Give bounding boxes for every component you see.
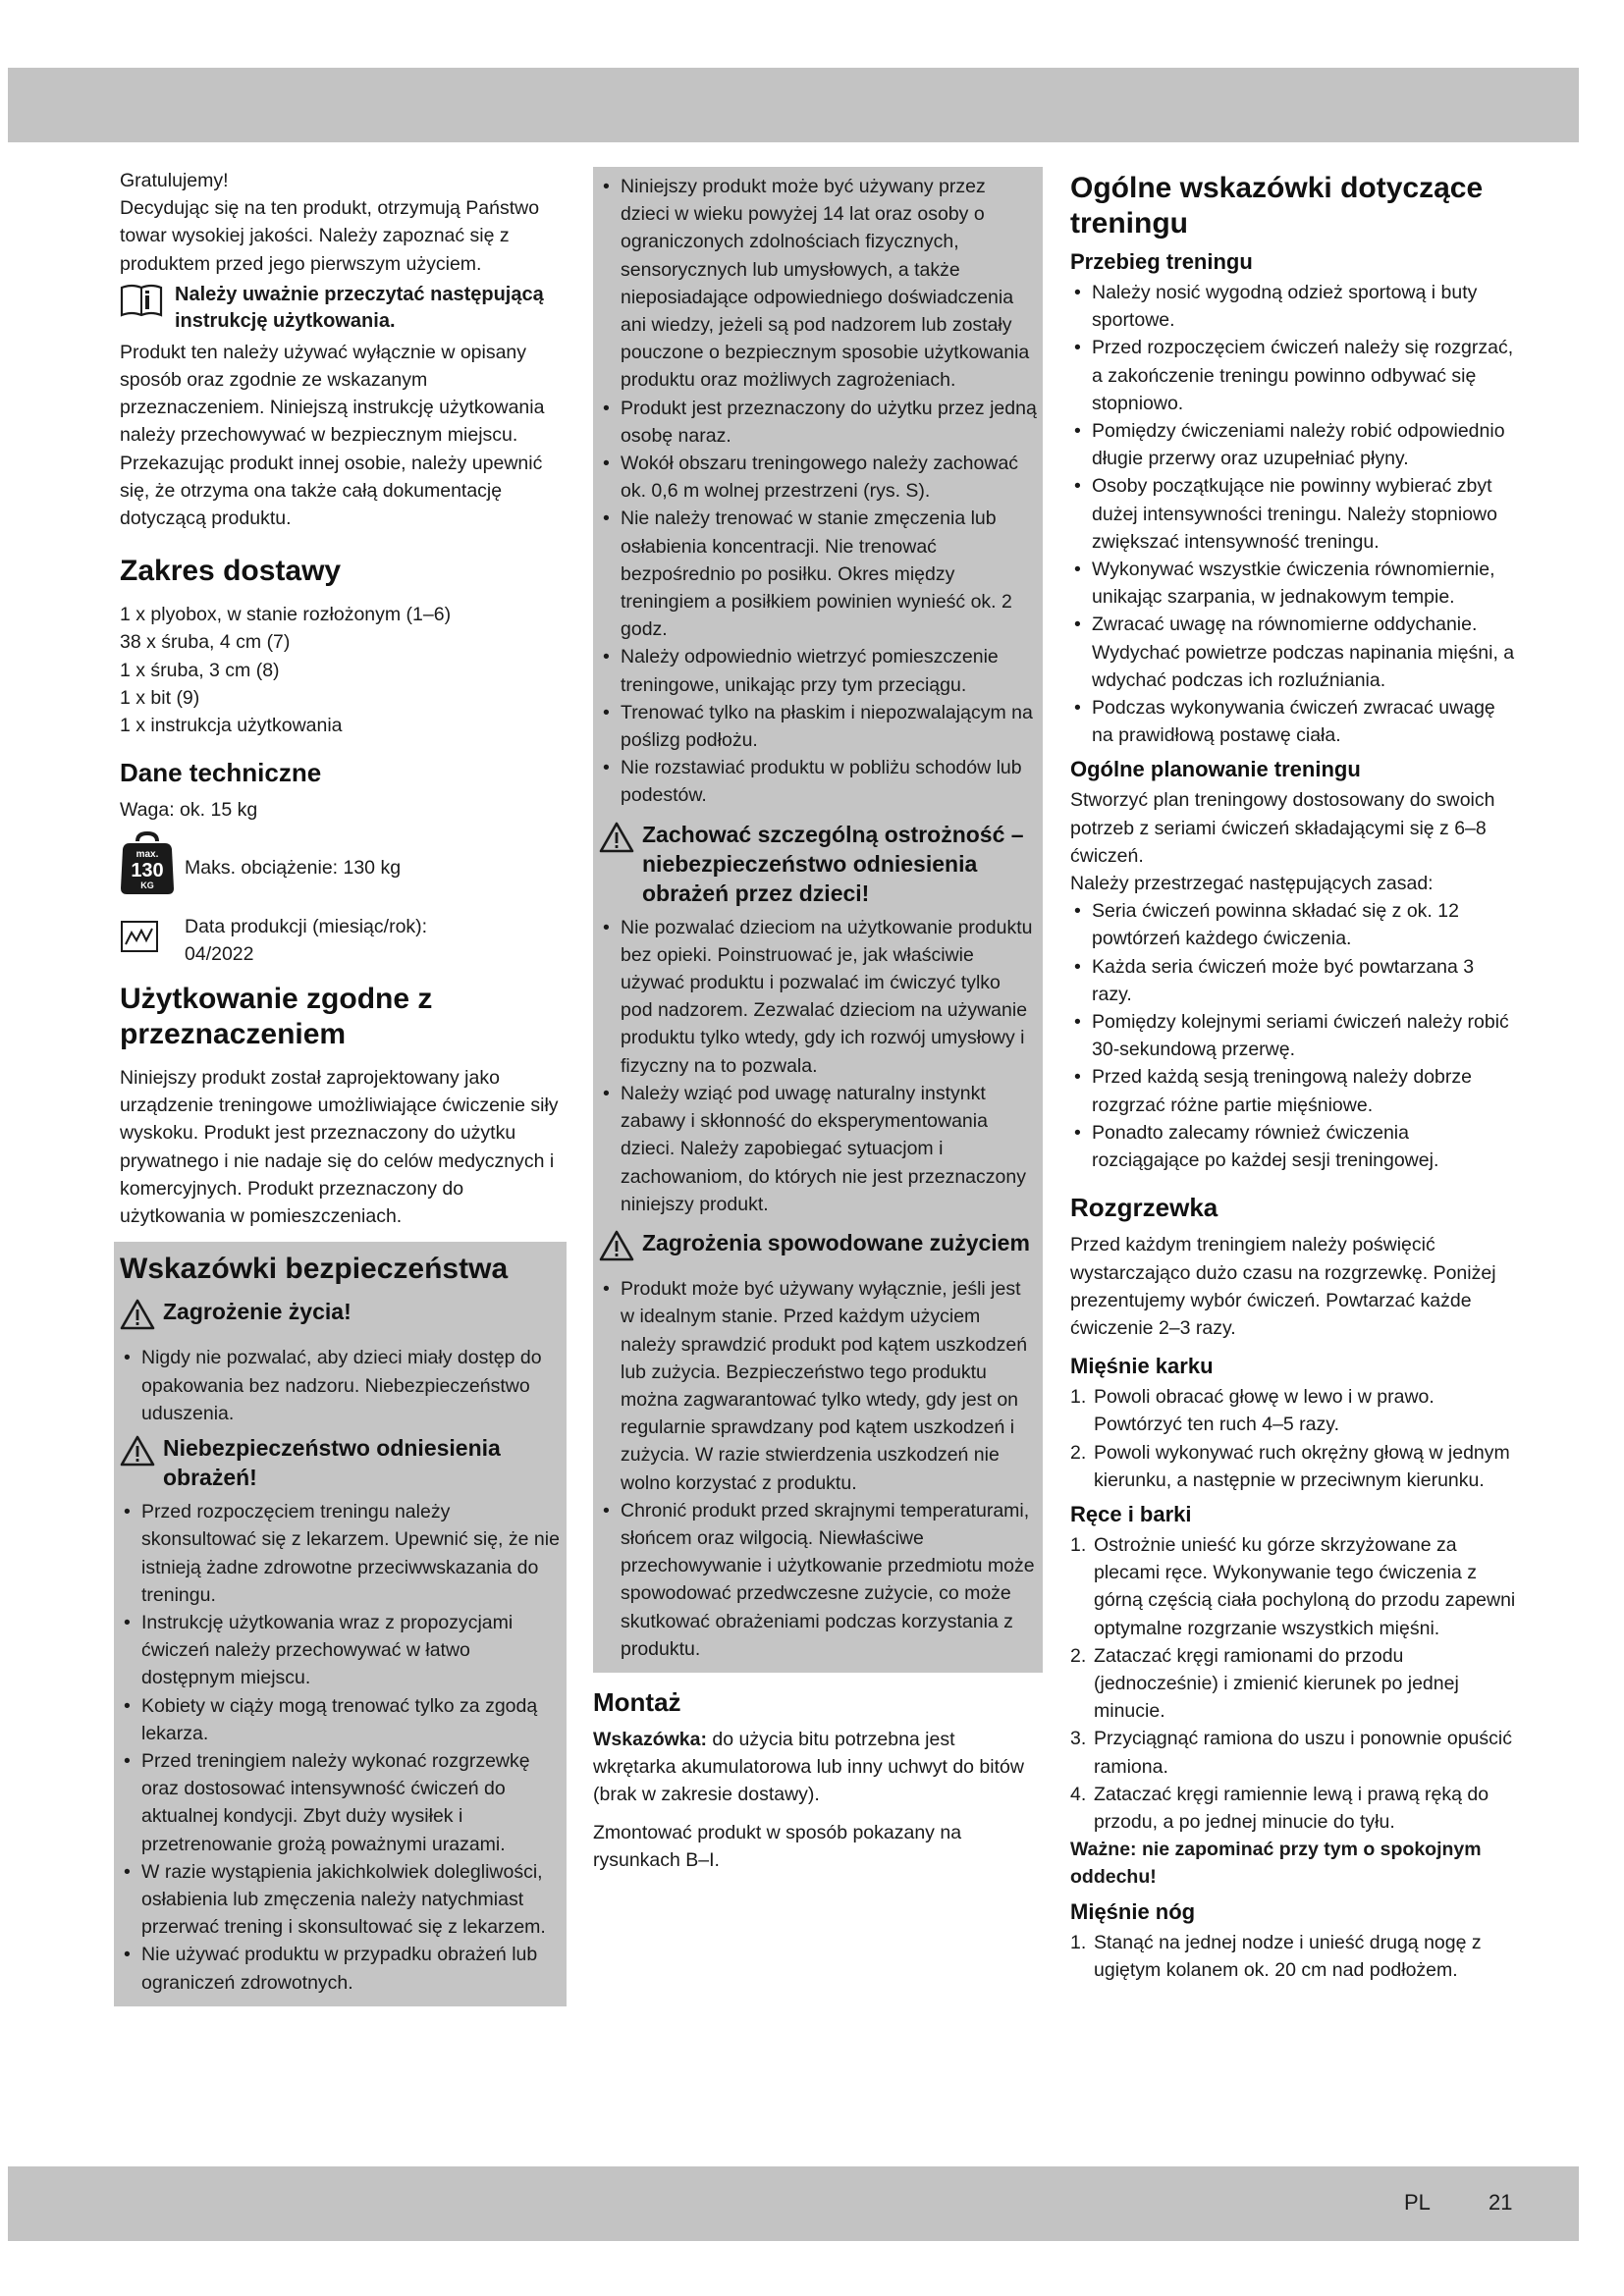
warning-triangle-icon: [599, 1230, 634, 1269]
item-text: Stanąć na jednej nodze i unieść drugą nogę z ugiętym kolanem ok. 20 cm nad podłożem.: [1094, 1931, 1482, 1981]
list-item: • Podczas wykonywania ćwiczeń zwracać uwagę na prawidłową postawę ciała.: [1070, 694, 1517, 749]
list-item: • Przed treningiem należy wykonać rozgrzewkę oraz dostosować intensywność ćwiczeń do aktualnej kondycji. Zbyt duży wysiłek i przetrenowanie grożą poważnymi urazami.: [120, 1747, 561, 1858]
item-text: Zataczać kręgi ramiennie lewą i prawą ręką do przodu, a po jednej minucie do tyłu.: [1094, 1783, 1489, 1833]
item-number: 1.: [1070, 1386, 1087, 1409]
life-warning: [120, 1297, 561, 1338]
item-number: 4.: [1070, 1783, 1087, 1805]
footer-bar: [8, 2166, 1579, 2241]
list-item: • Trenować tylko na płaskim i niepozwalającym na poślizg podłożu.: [599, 699, 1037, 754]
list-item: • Przed rozpoczęciem treningu należy skonsultować się z lekarzem. Upewnić się, że nie istnieją żadne zdrowotne przeciwwskazania do treningu.: [120, 1498, 561, 1609]
footer-page-number: 21: [1489, 2190, 1513, 2215]
production-date-row: [120, 913, 567, 968]
intended-use-title: Użytkowanie zgodne z przeznaczeniem: [120, 983, 433, 1051]
item-text: Ostrożnie unieść ku górze skrzyżowane za plecami ręce. Wykonywanie tego ćwiczenia z górną częścią ciała pochyloną do przodu zapewni optymalne rozgrzanie wszystkich mięśni.: [1094, 1533, 1516, 1639]
training-planning-text: Stworzyć plan treningowy dostosowany do swoich potrzeb z seriami ćwiczeń składającymi się z 6–8 ćwiczeń.: [1070, 789, 1495, 867]
safety-general-list: [599, 173, 1037, 810]
injury-warning-list: [120, 1498, 561, 1997]
wear-warning-list: [599, 1275, 1037, 1663]
svg-text:130: 130: [131, 860, 164, 882]
column-1: [120, 167, 567, 2006]
arms-important-note: Ważne: nie zapominać przy tym o spokojnym oddechu!: [1070, 1839, 1482, 1889]
assembly-title: Montaż: [593, 1686, 681, 1717]
training-course-title: Przebieg treningu: [1070, 249, 1253, 274]
delivery-item: 1 x plyobox, w stanie rozłożonym (1–6): [120, 604, 452, 626]
list-item: • Produkt może być używany wyłącznie, jeśli jest w idealnym stanie. Przed każdym użyciem należy sprawdzić produkt pod kątem uszkodzeń lub zużycia. Bezpieczeństwo tego produktu można zagwarantować tylko wtedy, gdy jest on regularnie sprawdzany pod kątem uszkodzeń i zużycia. W razie stwierdzenia uszkodzeń nie wolno korzystać z produktu.: [599, 1275, 1037, 1497]
list-item: • Należy wziąć pod uwagę naturalny instynkt zabawy i skłonność do eksperymentowania dzieci. Należy zapobiegać sytuacjom i zachowaniom, do których nie jest przeznaczony niniejszy produkt.: [599, 1080, 1037, 1218]
neck-list: [1070, 1383, 1517, 1494]
list-item: • Ponadto zalecamy również ćwiczenia rozciągające po każdej sesji treningowej.: [1070, 1119, 1517, 1174]
header-bar: [8, 68, 1579, 142]
list-item: [1070, 1531, 1517, 1642]
list-item: • Zwracać uwagę na równomierne oddychanie. Wydychać powietrze podczas napinania mięśni, a wdychać podczas ich rozluźniania.: [1070, 611, 1517, 694]
list-item: • Produkt jest przeznaczony do użytku przez jedną osobę naraz.: [599, 395, 1037, 450]
life-warning-text: Zagrożenie życia!: [163, 1299, 352, 1325]
production-date-value: 04/2022: [185, 942, 254, 965]
list-item: • Nigdy nie pozwalać, aby dzieci miały dostęp do opakowania bez nadzoru. Niebezpieczeństwo uduszenia.: [120, 1344, 561, 1427]
list-item: [1070, 1642, 1517, 1726]
read-notice: [120, 282, 567, 335]
item-number: 2.: [1070, 1644, 1087, 1667]
production-date-label: Data produkcji (miesiąc/rok):: [185, 915, 428, 937]
delivery-item: 1 x instrukcja użytkowania: [120, 715, 343, 737]
list-item: • Nie rozstawiać produktu w pobliżu schodów lub podestów.: [599, 754, 1037, 809]
list-item: [1070, 1781, 1517, 1836]
life-warning-list: [120, 1344, 561, 1427]
list-item: • Pomiędzy kolejnymi seriami ćwiczeń należy robić 30-sekundową przerwę.: [1070, 1008, 1517, 1063]
svg-text:KG: KG: [140, 881, 154, 891]
delivery-title: Zakres dostawy: [120, 555, 342, 588]
production-date-icon: [120, 913, 175, 962]
item-text: Zataczać kręgi ramionami do przodu (jednocześnie) i zmienić kierunek po jednej minucie.: [1094, 1644, 1459, 1723]
list-item: • Nie należy trenować w stanie zmęczenia lub osłabienia koncentracji. Nie trenować bezpośrednio po posiłku. Okres między treningiem a posiłkiem powinien wynieść ok. 2 godz.: [599, 505, 1037, 643]
max-load-row: [120, 831, 567, 904]
list-item: • Wokół obszaru treningowego należy zachować ok. 0,6 m wolnej przestrzeni (rys. S).: [599, 450, 1037, 505]
list-item: • Przed rozpoczęciem ćwiczeń należy się rozgrzać, a zakończenie treningu powinno odbywać się stopniowo.: [1070, 334, 1517, 417]
list-item: [1070, 1439, 1517, 1494]
safety-continued: [593, 167, 1043, 1673]
assembly-hint-text: do użycia bitu potrzebna jest wkrętarka akumulatorowa lub inny uchwyt do bitów (brak w zakresie dostawy).: [593, 1728, 1024, 1806]
column-3: [1070, 167, 1517, 1984]
list-item: • Przed każdą sesją treningową należy dobrze rozgrzać różne partie mięśniowe.: [1070, 1063, 1517, 1118]
item-number: 1.: [1070, 1533, 1087, 1556]
wear-warning-text: Zagrożenia spowodowane zużyciem: [642, 1229, 1030, 1255]
list-item: [1070, 1725, 1517, 1780]
assembly-hint: [593, 1726, 1043, 1809]
training-planning-list: [1070, 897, 1517, 1174]
list-item: • Osoby początkujące nie powinny wybierać zbyt dużej intensywności treningu. Należy stopniowo zwiększać intensywność treningu.: [1070, 472, 1517, 556]
children-warning: [599, 820, 1037, 908]
safety-section: [114, 1242, 567, 2005]
training-planning-title: Ogólne planowanie treningu: [1070, 757, 1361, 782]
injury-warning-text: Niebezpieczeństwo odniesienia obrażeń!: [163, 1435, 501, 1491]
list-item: • Pomiędzy ćwiczeniami należy robić odpowiednio długie przerwy oraz uzupełniać płyny.: [1070, 417, 1517, 472]
assembly-hint-label: Wskazówka:: [593, 1728, 707, 1750]
training-course-list: [1070, 279, 1517, 749]
list-item: [1070, 1929, 1517, 1984]
arms-list: [1070, 1531, 1517, 1836]
wear-warning: [599, 1228, 1037, 1269]
arms-title: Ręce i barki: [1070, 1501, 1192, 1526]
item-text: Powoli wykonywać ruch okrężny głową w jednym kierunku, a następnie w przeciwnym kierunku.: [1094, 1441, 1510, 1491]
list-item: • Seria ćwiczeń powinna składać się z ok. 12 powtórzeń każdego ćwiczenia.: [1070, 897, 1517, 952]
children-warning-text: Zachować szczególną ostrożność – niebezpieczeństwo odniesienia obrażeń przez dzieci!: [642, 821, 1024, 906]
delivery-item: 38 x śruba, 4 cm (7): [120, 631, 291, 654]
intro-text: Decydując się na ten produkt, otrzymują Państwo towar wysokiej jakości. Należy zapoznać się z produktem przed jego pierwszym użyciem.: [120, 197, 540, 275]
warmup-title: Rozgrzewka: [1070, 1193, 1218, 1223]
item-text: Powoli obracać głowę w lewo i w prawo. Powtórzyć ten ruch 4–5 razy.: [1094, 1386, 1435, 1436]
list-item: • Wykonywać wszystkie ćwiczenia równomiernie, unikając szarpania, w jednakowym tempie.: [1070, 556, 1517, 611]
list-item: • Niniejszy produkt może być używany przez dzieci w wieku powyżej 14 lat oraz osoby o ograniczonych zdolnościach fizycznych, sensorycznych lub umysłowych, a także nieposiadające odpowiedniego doświadczenia ani wiedzy, jeżeli są pod nadzorem lub zostały pouczone o bezpiecznym sposobie użytkowania produktu oraz możliwych zagrożeniach.: [599, 173, 1037, 395]
delivery-item: 1 x bit (9): [120, 686, 200, 709]
list-item: • Instrukcję użytkowania wraz z propozycjami ćwiczeń należy przechowywać w łatwo dostępnym miejscu.: [120, 1609, 561, 1692]
warning-triangle-icon: [599, 822, 634, 861]
warning-triangle-icon: [120, 1435, 155, 1474]
column-2: [593, 167, 1043, 1874]
read-notice-text: Należy uważnie przeczytać następującą instrukcję użytkowania.: [175, 283, 544, 332]
list-item: • Chronić produkt przed skrajnymi temperaturami, słońcem oraz wilgocią. Niewłaściwe przechowywanie i użytkowanie przedmiotu może spowodować przedwczesne zużycie, co może skutkować obrażeniami podczas korzystania z produktu.: [599, 1497, 1037, 1663]
list-item: • Kobiety w ciąży mogą trenować tylko za zgodą lekarza.: [120, 1692, 561, 1747]
intro-text-2: Produkt ten należy używać wyłącznie w opisany sposób oraz zgodnie ze wskazanym przeznaczeniem. Niniejszą instrukcję użytkowania należy przechowywać w bezpiecznym miejscu. Przekazując produkt innej osobie, należy upewnić się, że otrzyma ona także całą dokumentację dotyczącą produktu.: [120, 341, 545, 530]
training-planning-text-2: Należy przestrzegać następujących zasad:: [1070, 873, 1434, 895]
footer-language: PL: [1404, 2190, 1431, 2215]
item-number: 2.: [1070, 1441, 1087, 1464]
list-item: • Nie używać produktu w przypadku obrażeń lub ograniczeń zdrowotnych.: [120, 1941, 561, 1996]
tech-weight: Waga: ok. 15 kg: [120, 799, 258, 822]
list-item: • Każda seria ćwiczeń może być powtarzana 3 razy.: [1070, 953, 1517, 1008]
list-item: • Należy nosić wygodną odzież sportową i buty sportowe.: [1070, 279, 1517, 334]
delivery-list: [120, 601, 567, 739]
list-item: [1070, 1383, 1517, 1438]
injury-warning: [120, 1433, 561, 1492]
max-weight-icon: [120, 831, 175, 904]
item-text: Przyciągnąć ramiona do uszu i ponownie opuścić ramiona.: [1094, 1728, 1512, 1778]
training-title: Ogólne wskazówki dotyczące treningu: [1070, 172, 1484, 240]
list-item: • W razie wystąpienia jakichkolwiek dolegliwości, osłabienia lub zmęczenia należy natychmiast przerwać trening i skonsultować się z lekarzem.: [120, 1858, 561, 1942]
item-number: 3.: [1070, 1728, 1087, 1750]
warmup-text: Przed każdym treningiem należy poświęcić wystarczająco dużo czasu na rozgrzewkę. Poniżej prezentujemy wybór ćwiczeń. Powtarzać każde ćwiczenie 2–3 razy.: [1070, 1234, 1496, 1339]
intended-use-text: Niniejszy produkt został zaprojektowany jako urządzenie treningowe umożliwiające ćwiczenie siły wyskoku. Produkt jest przeznaczony do użytku prywatnego i nie nadaje się do celów medycznych i komercyjnych. Produkt przeznaczony do użytkowania w pomieszczeniach.: [120, 1067, 559, 1228]
list-item: • Nie pozwalać dzieciom na użytkowanie produktu bez opieki. Poinstruować je, jak właściwie używać produktu i pozwalać im ćwiczyć tylko pod nadzorem. Zezwalać dzieciom na używanie produktu tylko wtedy, gdy ich rozwój umysłowy i fizyczny na to pozwala.: [599, 914, 1037, 1080]
neck-title: Mięśnie karku: [1070, 1354, 1214, 1379]
intro-congrats: Gratulujemy!: [120, 170, 229, 191]
warning-triangle-icon: [120, 1299, 155, 1338]
book-info-icon: [120, 282, 165, 327]
svg-text:max.: max.: [135, 849, 159, 861]
tech-title: Dane techniczne: [120, 758, 322, 788]
children-warning-list: [599, 914, 1037, 1218]
assembly-text: Zmontować produkt w sposób pokazany na rysunkach B–I.: [593, 1821, 962, 1871]
max-load-text: Maks. obciążenie: 130 kg: [185, 857, 402, 880]
legs-title: Mięśnie nóg: [1070, 1898, 1196, 1924]
legs-list: [1070, 1929, 1517, 1984]
item-number: 1.: [1070, 1931, 1087, 1953]
safety-title: Wskazówki bezpieczeństwa: [120, 1253, 509, 1286]
list-item: • Należy odpowiednio wietrzyć pomieszczenie treningowe, unikając przy tym przeciągu.: [599, 643, 1037, 698]
delivery-item: 1 x śruba, 3 cm (8): [120, 659, 280, 681]
